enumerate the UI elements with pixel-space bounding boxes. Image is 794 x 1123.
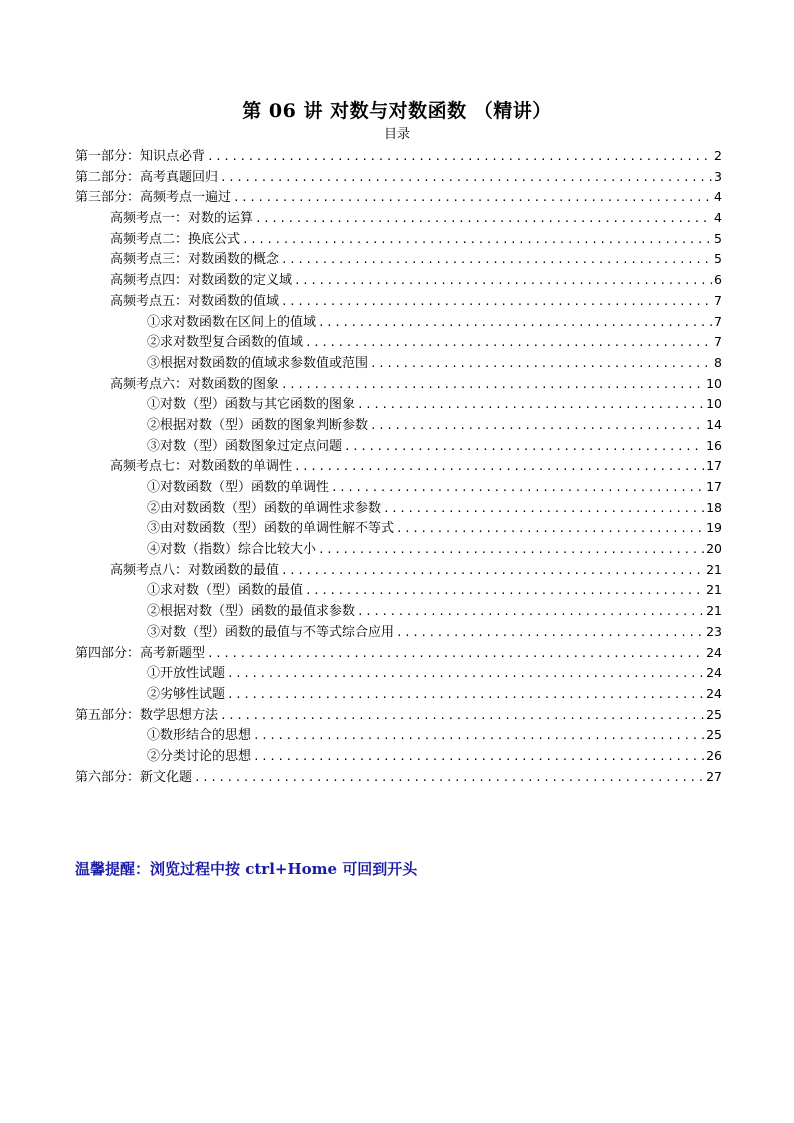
toc-entry[interactable]: [75, 539, 722, 560]
toc-entry-title: ②根据对数（型）函数的图象判断参数: [147, 417, 369, 433]
toc-leader-dots: [220, 168, 712, 189]
toc-entry[interactable]: [75, 705, 722, 726]
toc-entry[interactable]: [75, 560, 722, 581]
toc-leader-dots: [207, 147, 712, 168]
table-of-contents: [75, 146, 722, 787]
toc-entry-page-number: 18: [706, 499, 722, 515]
toc-entry[interactable]: [75, 270, 722, 291]
toc-leader-dots: [194, 768, 704, 789]
toc-entry-page-number: 24: [706, 685, 722, 701]
toc-leader-dots: [255, 209, 712, 230]
toc-entry-page-number: 20: [706, 541, 722, 557]
toc-entry-title: ②劣够性试题: [147, 686, 226, 702]
toc-entry-title: ③对数（型）函数图象过定点问题: [147, 438, 343, 454]
toc-leader-dots: [383, 499, 704, 520]
toc-entry-page-number: 10: [706, 396, 722, 412]
toc-entry-title: 高频考点八：对数函数的最值: [110, 562, 280, 578]
toc-entry-title: ②分类讨论的思想: [147, 748, 252, 764]
toc-entry-title: 第四部分：高考新题型: [75, 645, 206, 661]
toc-leader-dots: [242, 230, 712, 251]
toc-leader-dots: [253, 747, 704, 768]
toc-entry[interactable]: [75, 436, 722, 457]
toc-entry-title: ②由对数函数（型）函数的单调性求参数: [147, 500, 382, 516]
toc-leader-dots: [281, 292, 712, 313]
toc-leader-dots: [318, 313, 712, 334]
toc-entry-page-number: 16: [706, 437, 722, 453]
toc-entry-title: ①求对数函数在区间上的值域: [147, 314, 317, 330]
toc-entry-page-number: 24: [706, 665, 722, 681]
toc-entry-page-number: 19: [706, 520, 722, 536]
toc-entry-title: 高频考点七：对数函数的单调性: [110, 459, 293, 475]
toc-entry[interactable]: [75, 187, 722, 208]
toc-leader-dots: [227, 664, 704, 685]
toc-entry[interactable]: [75, 167, 722, 188]
toc-entry[interactable]: [75, 580, 722, 601]
toc-entry-page-number: 4: [714, 210, 722, 226]
toc-entry-title: 第三部分：高频考点一遍过: [75, 190, 232, 206]
toc-entry[interactable]: [75, 746, 722, 767]
toc-entry-page-number: 7: [714, 292, 722, 308]
document-title: 第 06 讲 对数与对数函数 （精讲）: [242, 100, 552, 122]
toc-leader-dots: [305, 333, 712, 354]
toc-entry[interactable]: [75, 643, 722, 664]
toc-entry-page-number: 26: [706, 747, 722, 763]
toc-entry-title: 高频考点四：对数函数的定义域: [110, 273, 293, 289]
toc-leader-dots: [370, 354, 712, 375]
toc-entry[interactable]: [75, 725, 722, 746]
toc-leader-dots: [281, 561, 704, 582]
toc-entry-title: 第六部分：新文化题: [75, 769, 193, 785]
toc-entry[interactable]: [75, 415, 722, 436]
toc-leader-dots: [318, 540, 704, 561]
toc-entry[interactable]: [75, 229, 722, 250]
toc-entry-title: 第五部分：数学思想方法: [75, 707, 219, 723]
toc-entry[interactable]: [75, 374, 722, 395]
toc-entry-page-number: 5: [714, 251, 722, 267]
toc-heading: 目录: [383, 127, 410, 142]
toc-entry-page-number: 17: [706, 479, 722, 494]
toc-entry-title: ③由对数函数（型）函数的单调性解不等式: [147, 521, 395, 537]
toc-entry-page-number: 5: [714, 230, 722, 246]
toc-entry-title: 高频考点三：对数函数的概念: [110, 252, 280, 268]
toc-entry-page-number: 3: [714, 168, 722, 184]
toc-leader-dots: [294, 271, 712, 292]
toc-entry-page-number: 4: [714, 189, 722, 205]
toc-leader-dots: [357, 395, 704, 416]
toc-entry-page-number: 21: [706, 582, 722, 598]
toc-entry[interactable]: [75, 249, 722, 270]
toc-entry-title: 高频考点二：换底公式: [110, 231, 241, 247]
toc-leader-dots: [207, 644, 704, 665]
toc-entry-page-number: 14: [706, 416, 722, 432]
toc-entry-page-number: 25: [706, 727, 722, 743]
toc-leader-dots: [370, 416, 704, 437]
toc-entry-page-number: 10: [706, 375, 722, 391]
toc-entry-page-number: 21: [706, 561, 722, 577]
toc-entry-page-number: 27: [706, 768, 722, 784]
toc-entry[interactable]: [75, 332, 722, 353]
toc-entry-page-number: 24: [706, 644, 722, 660]
toc-leader-dots: [344, 437, 704, 458]
toc-entry-title: 第二部分：高考真题回归: [75, 169, 219, 185]
toc-entry-title: 高频考点一：对数的运算: [110, 211, 254, 227]
toc-entry[interactable]: [75, 456, 722, 477]
toc-leader-dots: [331, 478, 704, 499]
toc-leader-dots: [396, 519, 704, 540]
toc-entry-title: 第一部分：知识点必背: [75, 149, 206, 164]
toc-entry-page-number: 23: [706, 623, 722, 639]
toc-entry[interactable]: [75, 498, 722, 519]
toc-entry[interactable]: [75, 663, 722, 684]
toc-entry-title: ①对数（型）函数与其它函数的图象: [147, 397, 356, 413]
toc-leader-dots: [281, 375, 704, 396]
toc-entry[interactable]: [75, 601, 722, 622]
toc-entry-page-number: 21: [706, 603, 722, 619]
toc-entry-title: 高频考点五：对数函数的值域: [110, 293, 280, 309]
toc-entry-title: ③对数（型）函数的最值与不等式综合应用: [147, 624, 395, 640]
toc-entry[interactable]: [75, 394, 722, 415]
toc-entry[interactable]: [75, 622, 722, 643]
toc-leader-dots: [305, 581, 704, 602]
toc-entry[interactable]: [75, 208, 722, 229]
toc-entry-title: 高频考点六：对数函数的图象: [110, 376, 280, 392]
toc-entry-title: ③根据对数函数的值域求参数值或范围: [147, 355, 369, 371]
toc-leader-dots: [220, 706, 704, 727]
navigation-tip: 温馨提醒：浏览过程中按 ctrl+Home 可回到开头: [75, 860, 418, 878]
toc-entry-title: ④对数（指数）综合比较大小: [147, 542, 317, 558]
toc-entry[interactable]: [75, 767, 722, 788]
toc-entry[interactable]: [75, 477, 722, 498]
toc-leader-dots: [396, 623, 704, 644]
toc-entry[interactable]: [75, 291, 722, 312]
toc-entry-title: ①数形结合的思想: [147, 728, 252, 744]
toc-entry-title: ①对数函数（型）函数的单调性: [147, 480, 330, 495]
toc-leader-dots: [294, 457, 704, 478]
toc-entry[interactable]: [75, 312, 722, 333]
toc-entry-page-number: 7: [714, 334, 722, 350]
toc-entry-title: ②求对数型复合函数的值域: [147, 335, 304, 351]
toc-entry-page-number: 8: [714, 354, 722, 370]
toc-entry-page-number: 17: [706, 458, 722, 474]
toc-entry[interactable]: [75, 146, 722, 167]
toc-entry[interactable]: [75, 353, 722, 374]
toc-entry-page-number: 7: [714, 313, 722, 329]
toc-entry-title: ①开放性试题: [147, 666, 226, 682]
toc-entry-title: ①求对数（型）函数的最值: [147, 583, 304, 599]
toc-leader-dots: [227, 685, 704, 706]
toc-leader-dots: [281, 250, 712, 271]
toc-entry-page-number: 2: [714, 148, 722, 163]
toc-entry[interactable]: [75, 684, 722, 705]
toc-leader-dots: [253, 726, 704, 747]
toc-entry-page-number: 6: [714, 272, 722, 288]
toc-leader-dots: [233, 188, 712, 209]
toc-leader-dots: [357, 602, 704, 623]
toc-entry-page-number: 25: [706, 706, 722, 722]
toc-entry-title: ②根据对数（型）函数的最值求参数: [147, 604, 356, 620]
toc-entry[interactable]: [75, 518, 722, 539]
